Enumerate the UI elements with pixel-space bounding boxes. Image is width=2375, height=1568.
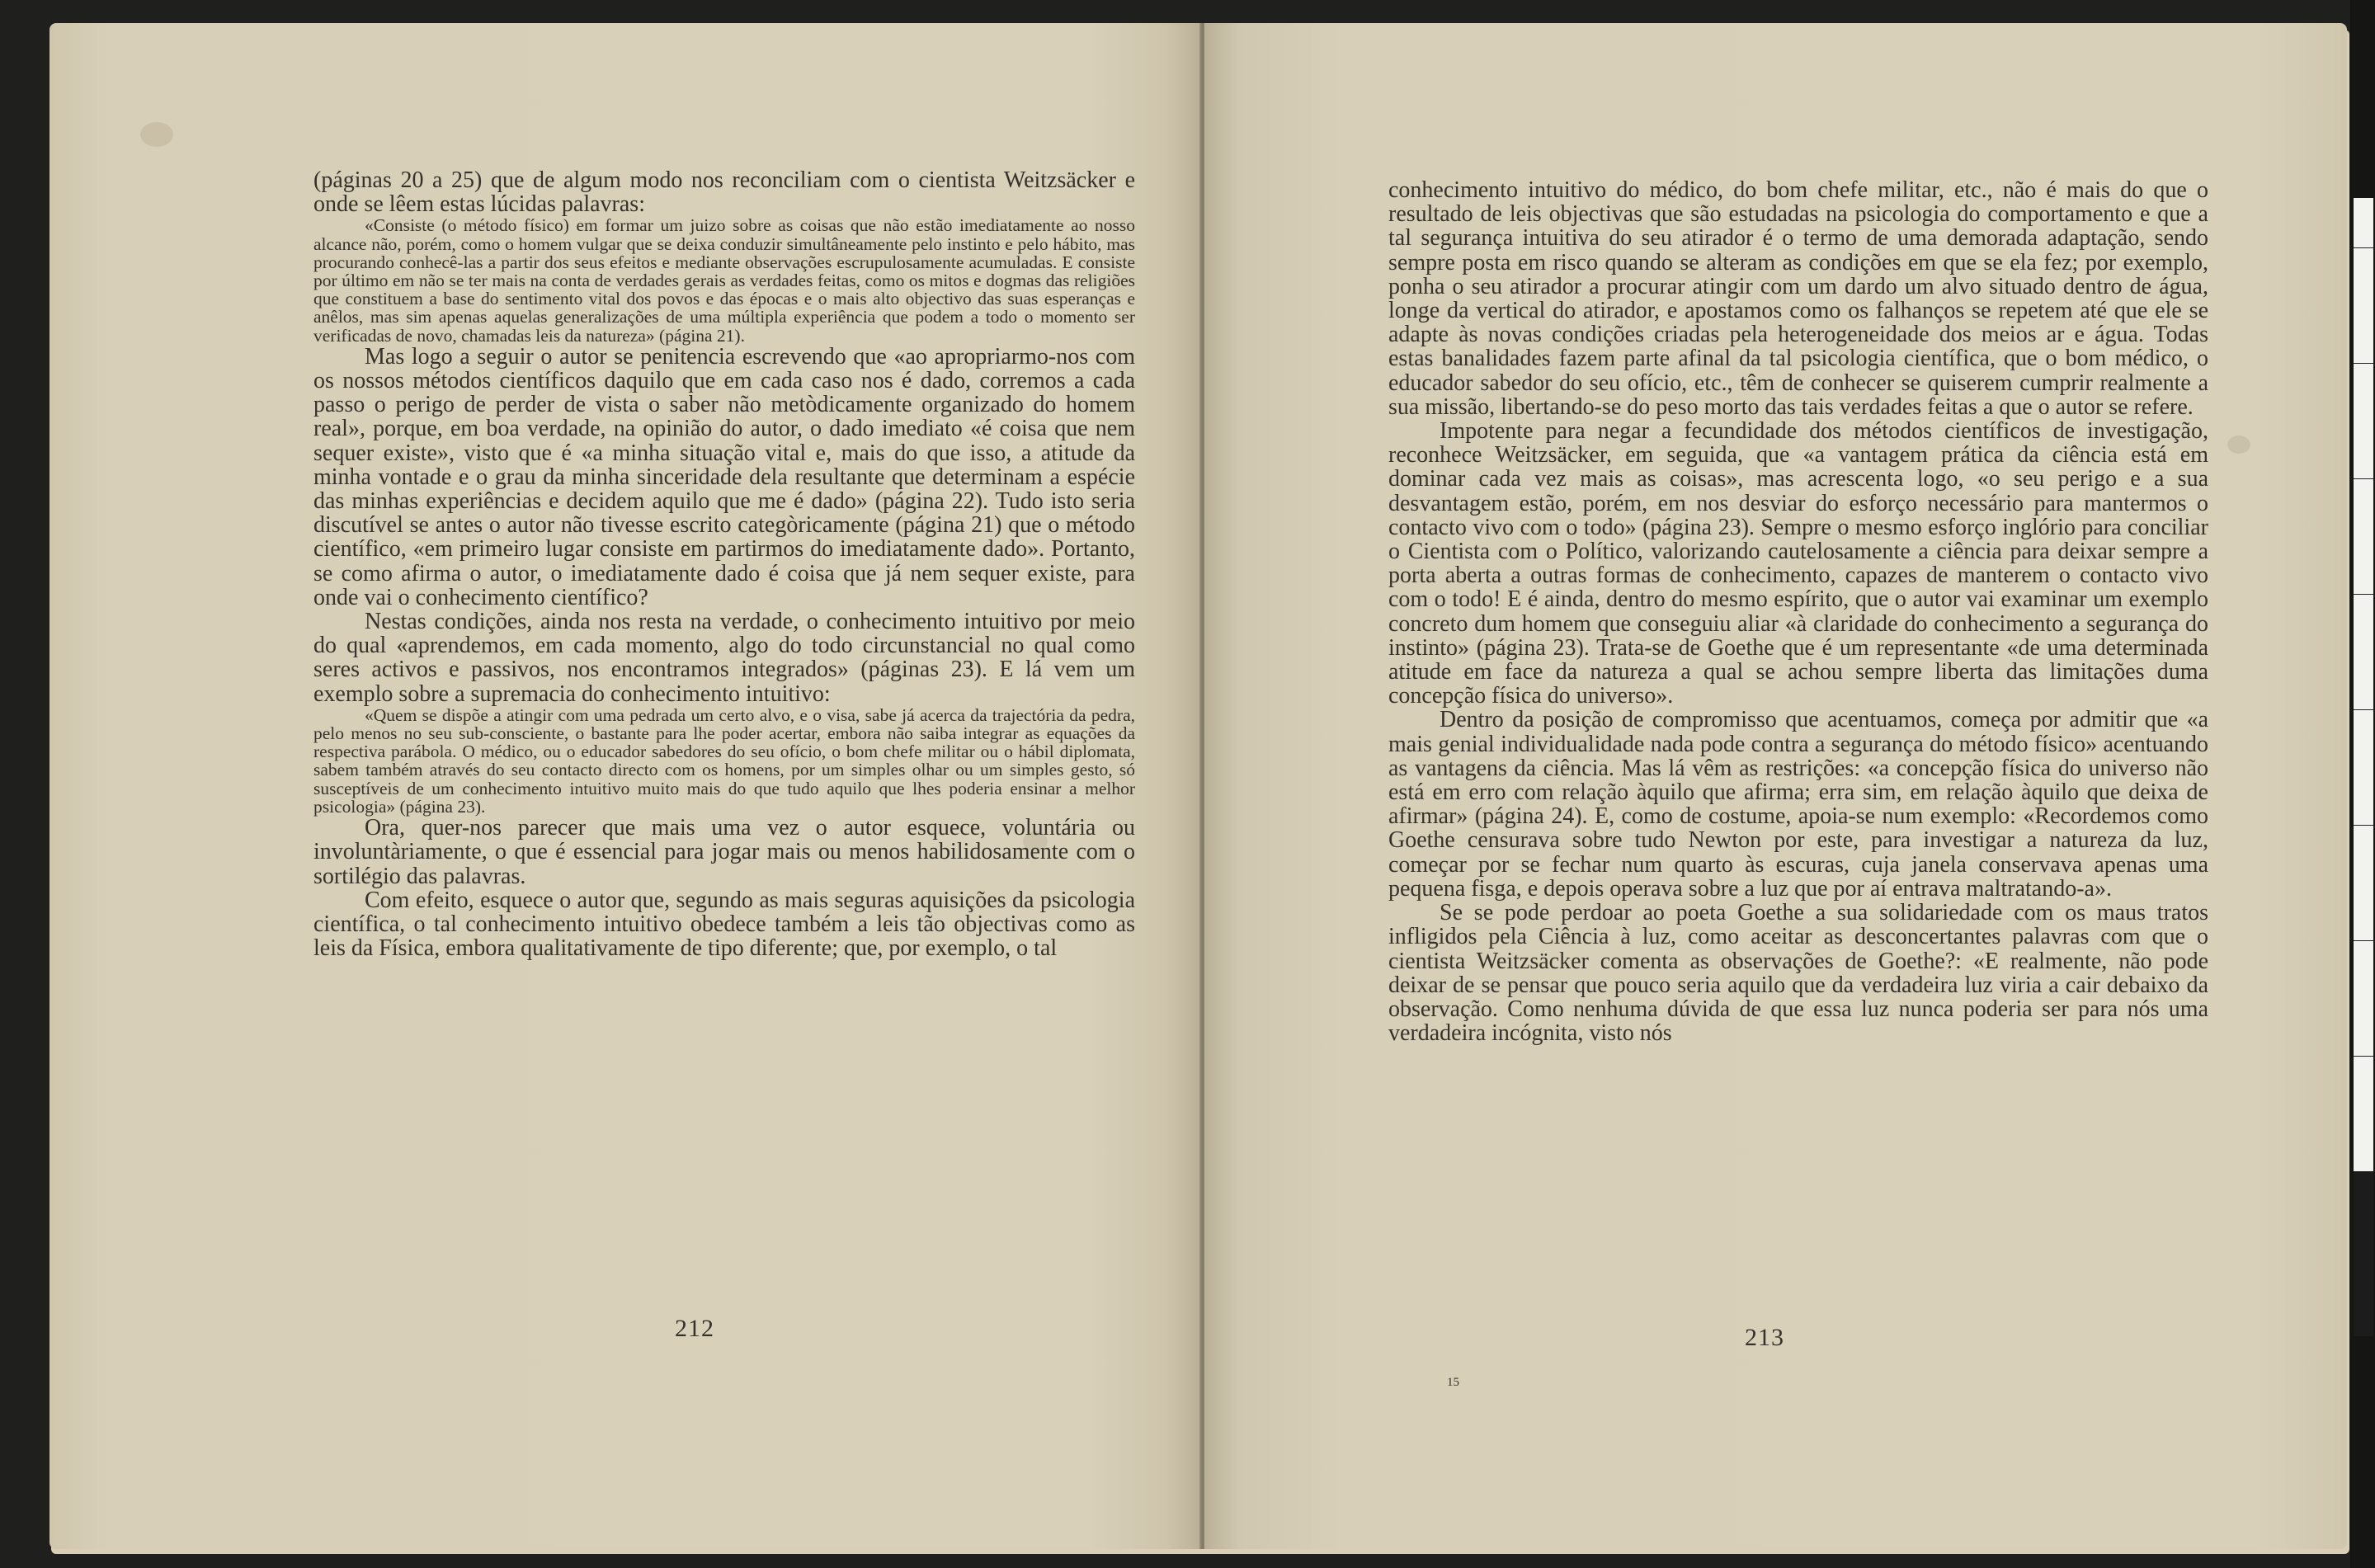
paragraph: (páginas 20 a 25) que de algum modo nos reconciliam com o cientista Weitzsäcker e onde se lêem estas lúcidas palavras: [313,167,1135,218]
left-page-text [313,168,1135,960]
paragraph: Ora, quer-nos parecer que mais uma vez o autor esquece, voluntária ou involuntàriamente, o que é essencial para jogar mais ou menos habilidosamente com o sortilégio das palavras. [313,815,1135,889]
paragraph: Com efeito, esquece o autor que, segundo as mais seguras aquisições da psicologia científica, o tal conhecimento intuitivo obedece também a leis tão objectivas como as leis da Física, embora qualitativamente de tipo diferente; que, por exemplo, o tal [313,887,1135,962]
paragraph: Mas logo a seguir o autor se penitencia escrevendo que «ao apropriarmo-nos com os nossos métodos científicos daquilo que em cada caso nos é dado, corremos a cada passo o perigo de perder de vista o saber não metòdicamente organizado do homem real», porque, em boa verdade, na opinião do autor, o dado imediato «é coisa que nem sequer existe», visto que é «a minha situação vital e, mais do que isso, a atitude da minha vontade e o grau da minha sinceridade dela resultante que determinam a espécie das minhas experiências e decidem aquilo que me é dado» (página 22). Tudo isto seria discutível se antes o autor não tivesse escrito categòricamente (página 21) que o método científico, «em primeiro lugar consiste em partirmos do imediatamente dado». Portanto, se como afirma o autor, o imediatamente dado é coisa que já nem sequer existe, para onde vai o conhecimento científico? [313,343,1135,610]
page-number: 213 [1745,1324,1784,1351]
open-book [49,23,2351,1556]
block-quote: «Quem se dispõe a atingir com uma pedrada um certo alvo, e o visa, sabe já acerca da trajectória da pedra, pelo menos no seu sub-consciente, o bastante para lhe poder acertar, embora não saiba integrar as equações da respectiva parábola. O médico, ou o educador sabedores do seu ofício, o bom chefe militar ou o hábil diplomata, sabem também através do seu contacto directo com os homens, por um simples olhar ou um simples gesto, só susceptíveis de um conhecimento intuitivo muito mais do que tudo aquilo que lhes poderia ensinar a melhor psicologia» (página 23). [313,704,1135,817]
ruler-dark-band [2354,1171,2373,1336]
right-page-text [1388,178,2208,1045]
paragraph: Impotente para negar a fecundidade dos métodos científicos de investigação, reconhece Weitzsäcker, em seguida, que «a vantagem prática da ciência está em dominar cada vez mais as coisas», mas acrescenta logo, «o seu perigo e a sua desvantagem estão, porém, em nos desviar do esforço necessário para mantermos o contacto vivo com o todo» (página 23). Sempre o mesmo esforço inglório para conciliar o Cientista com o Político, valorizando cautelosamente a ciência para deixar sempre a porta aberta a outras formas de conhecimento, capazes de manterem o contacto vivo com o todo! E é ainda, dentro do mesmo espírito, que o autor vai examinar um exemplo concreto dum homem que conseguiu aliar «à claridade do conhecimento a segurança do instinto» (página 23). Trata-se de Goethe que é um representante «de uma determinada atitude em face da natureza a qual se achou sempre liberta das limitações duma concepção física do universo». [1388,418,2208,709]
paragraph: Nestas condições, ainda nos resta na verdade, o conhecimento intuitivo por meio do qual «aprendemos, em cada momento, algo do todo circunstancial no qual como seres activos e passivos, nos encontramos integrados» (páginas 23). E lá vem um exemplo sobre a supremacia do conhecimento intuitivo: [313,609,1135,707]
paragraph: Dentro da posição de compromisso que acentuamos, começa por admitir que «a mais genial individualidade nada pode contra a segurança do método físico» acentuando as vantagens da ciência. Mas lá vêm as restrições: «a concepção física do universo não está em erro com relação àquilo que afirma; erra sim, em relação àquilo que deixa de afirmar» (página 24). E, como de costume, apoia-se num exemplo: «Recordemos como Goethe censurava sobre tudo Newton por este, para investigar a natureza da luz, começar por se fechar num quarto às escuras, cuja janela conservava apenas uma pequena fisga, e depois operava sobre a luz que por aí entrava maltratando-a». [1388,707,2208,902]
paragraph: Se se pode perdoar ao poeta Goethe a sua solidariedade com os maus tratos infligidos pela Ciência à luz, como aceitar as desconcertantes palavras com que o cientista Weitzsäcker comenta as observações de Goethe?: «E realmente, não pode deixar de se pensar que pouco seria aquilo que da verdadeira luz viria a cair debaixo da observação. Como nenhuma dúvida de que essa luz nunca poderia ser para nós uma verdadeira incógnita, visto nós [1388,900,2208,1047]
scan-ruler [2350,0,2375,1568]
paragraph: conhecimento intuitivo do médico, do bom chefe militar, etc., não é mais do que o resultado de leis objectivas que são estudadas na psicologia do comportamento e que a tal segurança intuitiva do seu atirador é o termo de uma demorada adaptação, sendo sempre posta em risco quando se alteram as condições em que se ela fez; por exemplo, ponha o seu atirador a procurar atingir com um dardo um alvo situado dentro de água, longe da vertical do atirador, e apostamos como os falhanços se repetem até que ele se adapte às novas condições criadas pela heterogeneidade dos meios ar e água. Todas estas banalidades fazem parte afinal da tal psicologia científica, que o bom médico, o educador sabedor do seu ofício, etc., têm de conhecer se quiserem cumprir realmente a sua missão, libertando-se do peso morto das tais verdades feitas a que o autor se refere. [1388,177,2208,420]
right-page [1204,23,2347,1549]
ruler-strip [2354,198,2373,1336]
left-page [49,23,1201,1549]
page-number: 212 [675,1315,714,1342]
signature-mark: 15 [1447,1376,1459,1389]
block-quote: «Consiste (o método físico) em formar um juizo sobre as coisas que não estão imediatamente ao nosso alcance não, porém, como o homem vulgar que se deixa conduzir simultâneamente pelo instinto e pelo hábito, mas procurando conhecê-las a partir dos seus efeitos e mediante observações escrupulosamente acumuladas. E consiste por último em não se ter mais na conta de verdades gerais as verdades feitas, como os mitos e dogmas das religiões que constituem a base do sentimento vital dos povos e das épocas e o mais alto objectivo das suas esperanças e anêlos, mas sim apenas aquelas generalizações de uma múltipla experiência que podem a todo o momento ser verificadas de novo, chamadas leis da natureza» (página 21). [313,215,1135,346]
